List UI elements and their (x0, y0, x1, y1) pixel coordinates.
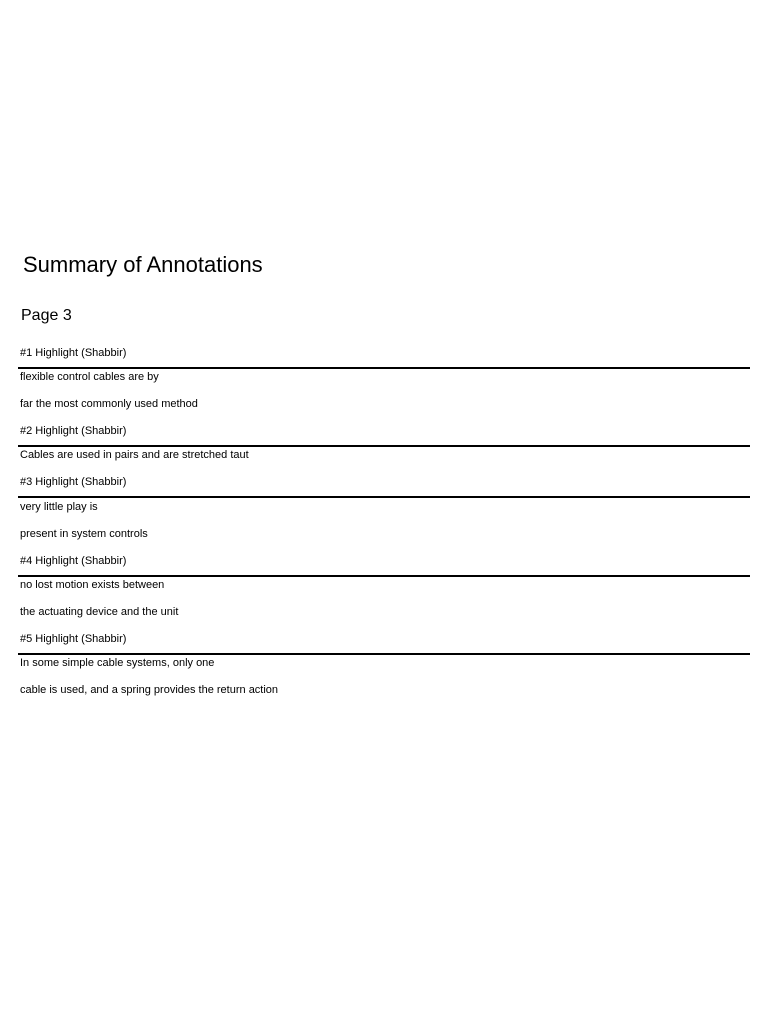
annotation-divider (18, 445, 750, 447)
annotation-text-line: very little play is (20, 501, 98, 513)
annotation-divider (18, 575, 750, 577)
annotation-text-line: In some simple cable systems, only one (20, 657, 215, 669)
annotation-text-line: the actuating device and the unit (20, 606, 179, 618)
annotation-header: #2 Highlight (Shabbir) (20, 425, 127, 437)
annotation-text-line: Cables are used in pairs and are stretched taut (20, 449, 249, 461)
annotation-divider (18, 367, 750, 369)
annotation-text-line: cable is used, and a spring provides the return action (20, 684, 279, 696)
annotation-header: #3 Highlight (Shabbir) (20, 476, 127, 488)
page-number-label: Page 3 (21, 307, 72, 324)
annotation-text-line: no lost motion exists between (20, 579, 165, 591)
annotation-divider (18, 653, 750, 655)
annotation-header: #5 Highlight (Shabbir) (20, 633, 127, 645)
annotation-text-line: far the most commonly used method (20, 398, 198, 410)
annotation-text-line: flexible control cables are by (20, 371, 159, 383)
annotation-header: #4 Highlight (Shabbir) (20, 555, 127, 567)
page-title: Summary of Annotations (23, 252, 263, 277)
annotation-text-line: present in system controls (20, 528, 148, 540)
annotation-divider (18, 496, 750, 498)
annotation-header: #1 Highlight (Shabbir) (20, 347, 127, 359)
